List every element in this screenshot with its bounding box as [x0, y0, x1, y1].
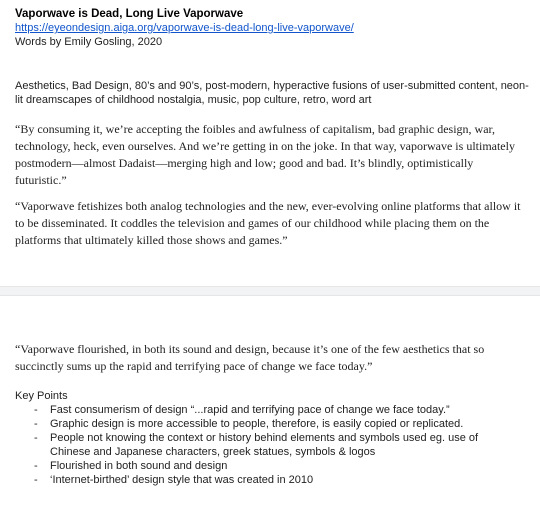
- key-points-list: [0, 403, 540, 487]
- list-item: [0, 459, 540, 473]
- bullet-dash: -: [34, 432, 38, 444]
- bullet-dash: -: [34, 404, 38, 416]
- list-item-text: Flourished in both sound and design: [50, 460, 228, 472]
- list-item: [0, 473, 540, 487]
- list-item: [0, 403, 540, 417]
- tags-paragraph: Aesthetics, Bad Design, 80’s and 90’s, post-modern, hyperactive fusions of user-submitted content, neon-lit dreamscapes of childhood nostalgia, music, pop culture, retro, word art: [15, 80, 529, 106]
- quote-paragraph: “Vaporwave flourished, in both its sound and design, because it’s one of the few aesthetics that so succinctly sums up the rapid and terrifying pace of change we face today.”: [15, 342, 485, 373]
- list-item-text: Graphic design is more accessible to people, therefore, is easily copied or replicated.: [50, 418, 464, 430]
- list-item-text: People not knowing the context or history behind elements and symbols used eg. use of Chinese and Japanese characters, greek statues, symbols & logos: [50, 432, 479, 458]
- bullet-dash: -: [34, 418, 38, 430]
- bullet-dash: -: [34, 474, 38, 486]
- list-item: [0, 431, 540, 459]
- article-link[interactable]: https://eyeondesign.aiga.org/vaporwave-is-dead-long-live-vaporwave/: [15, 22, 354, 34]
- bullet-dash: -: [34, 460, 38, 472]
- article-title: Vaporwave is Dead, Long Live Vaporwave: [15, 8, 244, 20]
- quote-paragraph: “By consuming it, we’re accepting the foibles and awfulness of capitalism, bad graphic design, war, technology, heck, even ourselves. And we’re getting in on the joke. In that way, vaporwave is ultimately postmodern—almost Dadaist—merging high and low; good and bad. It’s blindly, optimistically futuristic.”: [15, 122, 515, 187]
- quote-paragraph: “Vaporwave fetishizes both analog technologies and the new, ever-evolving online platforms that allow it to be disseminated. It coddles the television and games of our childhood while placing them on the platforms that ultimately killed those shows and games.”: [15, 199, 521, 247]
- key-points-heading: Key Points: [15, 390, 68, 402]
- list-item-text: ‘Internet-birthed’ design style that was created in 2010: [50, 474, 314, 486]
- page-break: [0, 286, 540, 296]
- list-item: [0, 417, 540, 431]
- article-byline: Words by Emily Gosling, 2020: [15, 36, 163, 48]
- list-item-text: Fast consumerism of design “...rapid and terrifying pace of change we face today.”: [50, 404, 450, 416]
